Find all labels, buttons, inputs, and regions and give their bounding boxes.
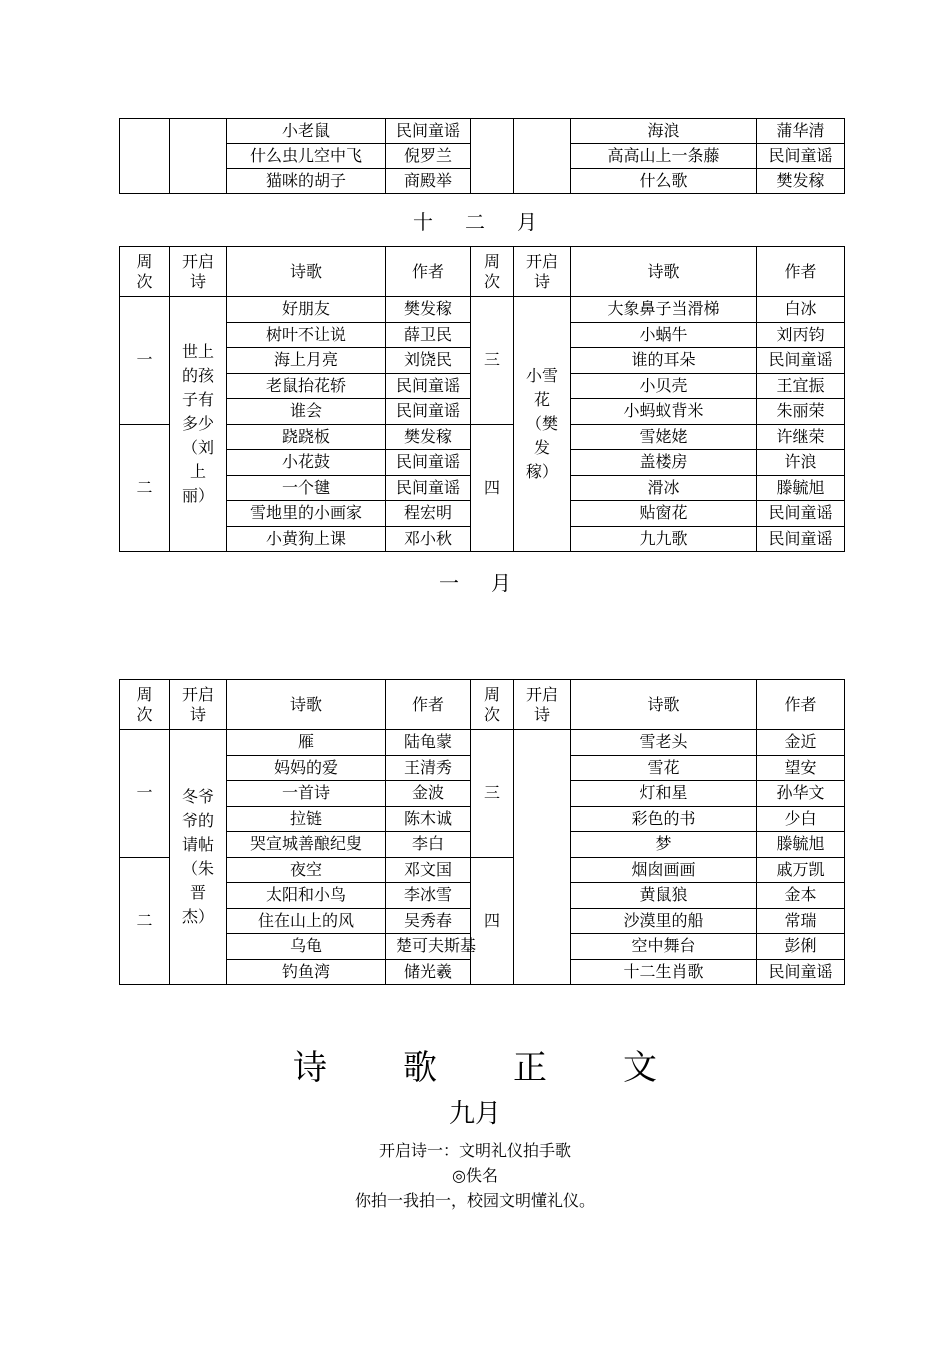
author-cell: 陆龟蒙 <box>386 730 471 756</box>
poem-cell: 灯和星 <box>571 781 757 807</box>
author-cell: 民间童谣 <box>386 399 471 425</box>
month-heading-december: 十 二 月 <box>413 210 537 234</box>
author-cell: 民间童谣 <box>386 450 471 476</box>
poem-cell: 贴窗花 <box>571 501 757 527</box>
author-cell: 许浪 <box>757 450 845 476</box>
poem-cell: 老鼠抬花轿 <box>227 373 386 399</box>
poem-cell: 海上月亮 <box>227 348 386 374</box>
poem-cell: 空中舞台 <box>571 934 757 960</box>
opening-poem-cell: 世上 的孩 子有 多少 （刘 上 丽） <box>170 297 227 552</box>
poem-cell: 雪花 <box>571 755 757 781</box>
poem-cell: 乌龟 <box>227 934 386 960</box>
november-table-tail <box>119 118 845 194</box>
author-cell: 吴秀春 <box>386 908 471 934</box>
poem-cell: 一首诗 <box>227 781 386 807</box>
poem-header: 诗歌 <box>227 247 386 297</box>
author-cell: 民间童谣 <box>386 373 471 399</box>
author-cell: 邓文国 <box>386 857 471 883</box>
author-header: 作者 <box>757 247 845 297</box>
author-cell: 金本 <box>757 883 845 909</box>
author-cell: 白冰 <box>757 297 845 323</box>
poem-verse: 你拍一我拍一，校园文明懂礼仪。 <box>354 1191 595 1210</box>
poem-author: ◎佚名 <box>452 1166 498 1185</box>
poem-cell: 雪老头 <box>571 730 757 756</box>
author-cell: 孙华文 <box>757 781 845 807</box>
author-cell: 朱丽荣 <box>757 399 845 425</box>
author-cell: 商殿举 <box>386 169 471 194</box>
author-cell: 少白 <box>757 806 845 832</box>
author-cell: 常瑞 <box>757 908 845 934</box>
poem-cell: 滑冰 <box>571 475 757 501</box>
poem-cell: 好朋友 <box>227 297 386 323</box>
author-cell: 戚万凯 <box>757 857 845 883</box>
poem-header: 诗歌 <box>227 680 386 730</box>
author-cell: 王宜振 <box>757 373 845 399</box>
author-cell: 民间童谣 <box>386 475 471 501</box>
poem-cell: 猫咪的胡子 <box>227 169 386 194</box>
week-cell: 三 <box>471 297 514 425</box>
poem-cell: 什么歌 <box>571 169 757 194</box>
poem-cell: 小蚂蚁背米 <box>571 399 757 425</box>
week-cell: 一 <box>120 297 170 425</box>
poem-cell: 九九歌 <box>571 526 757 552</box>
poem-cell: 拉链 <box>227 806 386 832</box>
author-cell: 樊发稼 <box>757 169 845 194</box>
poem-cell: 哭宣城善酿纪叟 <box>227 832 386 858</box>
author-cell: 李冰雪 <box>386 883 471 909</box>
poem-cell: 十二生肖歌 <box>571 959 757 985</box>
january-table <box>119 679 845 985</box>
author-cell: 民间童谣 <box>757 144 845 169</box>
author-cell: 陈木诚 <box>386 806 471 832</box>
poem-cell: 跷跷板 <box>227 424 386 450</box>
week-cell <box>471 119 514 194</box>
author-cell: 倪罗兰 <box>386 144 471 169</box>
author-cell: 民间童谣 <box>757 526 845 552</box>
author-cell: 民间童谣 <box>757 501 845 527</box>
poem-cell: 高高山上一条藤 <box>571 144 757 169</box>
section-title: 诗 歌 正 文 <box>293 1048 657 1088</box>
author-cell: 王清秀 <box>386 755 471 781</box>
poem-cell: 彩色的书 <box>571 806 757 832</box>
author-cell: 民间童谣 <box>386 119 471 144</box>
opening-poem-title: 开启诗一：文明礼仪拍手歌 <box>378 1141 571 1160</box>
author-cell: 许继荣 <box>757 424 845 450</box>
poem-cell: 雪地里的小画家 <box>227 501 386 527</box>
opening-cell <box>170 119 227 194</box>
opening-header: 开启 诗 <box>170 247 227 297</box>
author-cell: 蒲华清 <box>757 119 845 144</box>
poem-cell: 树叶不让说 <box>227 322 386 348</box>
poem-header: 诗歌 <box>571 247 757 297</box>
poem-cell: 雪姥姥 <box>571 424 757 450</box>
table-row <box>120 424 845 450</box>
author-cell: 楚可夫斯基 <box>386 934 471 960</box>
author-cell: 程宏明 <box>386 501 471 527</box>
author-cell: 滕毓旭 <box>757 832 845 858</box>
author-cell: 樊发稼 <box>386 297 471 323</box>
poem-cell: 海浪 <box>571 119 757 144</box>
week-cell: 二 <box>120 424 170 552</box>
poem-cell: 谁的耳朵 <box>571 348 757 374</box>
author-cell: 邓小秋 <box>386 526 471 552</box>
author-cell: 薛卫民 <box>386 322 471 348</box>
author-cell: 滕毓旭 <box>757 475 845 501</box>
poem-header: 诗歌 <box>571 680 757 730</box>
author-cell: 金波 <box>386 781 471 807</box>
author-header: 作者 <box>386 247 471 297</box>
week-cell: 一 <box>120 730 170 858</box>
opening-header: 开启 诗 <box>514 680 571 730</box>
author-cell: 李白 <box>386 832 471 858</box>
poem-cell: 沙漠里的船 <box>571 908 757 934</box>
author-cell: 望安 <box>757 755 845 781</box>
author-cell: 樊发稼 <box>386 424 471 450</box>
poem-cell: 黄鼠狼 <box>571 883 757 909</box>
poem-cell: 小蜗牛 <box>571 322 757 348</box>
week-cell: 四 <box>471 857 514 985</box>
author-cell: 刘饶民 <box>386 348 471 374</box>
poem-cell: 什么虫儿空中飞 <box>227 144 386 169</box>
opening-poem-cell: 小雪 花 （樊 发 稼） <box>514 297 571 552</box>
week-header: 周 次 <box>471 247 514 297</box>
week-cell: 三 <box>471 730 514 858</box>
week-header: 周 次 <box>120 247 170 297</box>
author-cell: 储光羲 <box>386 959 471 985</box>
opening-cell <box>514 119 571 194</box>
poem-cell: 夜空 <box>227 857 386 883</box>
poem-cell: 钓鱼湾 <box>227 959 386 985</box>
month-heading-january: 一 月 <box>439 571 511 595</box>
poem-cell: 烟囱画画 <box>571 857 757 883</box>
week-cell <box>120 119 170 194</box>
sub-month-heading: 九月 <box>448 1099 501 1129</box>
author-header: 作者 <box>386 680 471 730</box>
header-row <box>120 247 845 297</box>
week-header: 周 次 <box>120 680 170 730</box>
week-header: 周 次 <box>471 680 514 730</box>
opening-header: 开启 诗 <box>514 247 571 297</box>
table-row <box>120 119 845 144</box>
author-cell: 刘丙钧 <box>757 322 845 348</box>
table-row <box>120 857 845 883</box>
header-row <box>120 680 845 730</box>
author-cell: 民间童谣 <box>757 959 845 985</box>
december-table <box>119 246 845 552</box>
poem-cell: 谁会 <box>227 399 386 425</box>
week-cell: 二 <box>120 857 170 985</box>
poem-cell: 太阳和小鸟 <box>227 883 386 909</box>
poem-cell: 小贝壳 <box>571 373 757 399</box>
table-row <box>120 730 845 756</box>
poem-cell: 雁 <box>227 730 386 756</box>
poem-cell: 梦 <box>571 832 757 858</box>
author-cell: 彭俐 <box>757 934 845 960</box>
week-cell: 四 <box>471 424 514 552</box>
poem-cell: 小黄狗上课 <box>227 526 386 552</box>
author-cell: 金近 <box>757 730 845 756</box>
poem-cell: 大象鼻子当滑梯 <box>571 297 757 323</box>
poem-cell: 盖楼房 <box>571 450 757 476</box>
poem-cell: 小花鼓 <box>227 450 386 476</box>
poem-cell: 住在山上的风 <box>227 908 386 934</box>
table-row <box>120 297 845 323</box>
opening-poem-cell: 冬爷 爷的 请帖 （朱 晋 杰） <box>170 730 227 985</box>
opening-poem-cell <box>514 730 571 985</box>
poem-cell: 一个毽 <box>227 475 386 501</box>
opening-header: 开启 诗 <box>170 680 227 730</box>
author-cell: 民间童谣 <box>757 348 845 374</box>
poem-cell: 妈妈的爱 <box>227 755 386 781</box>
author-header: 作者 <box>757 680 845 730</box>
poem-cell: 小老鼠 <box>227 119 386 144</box>
